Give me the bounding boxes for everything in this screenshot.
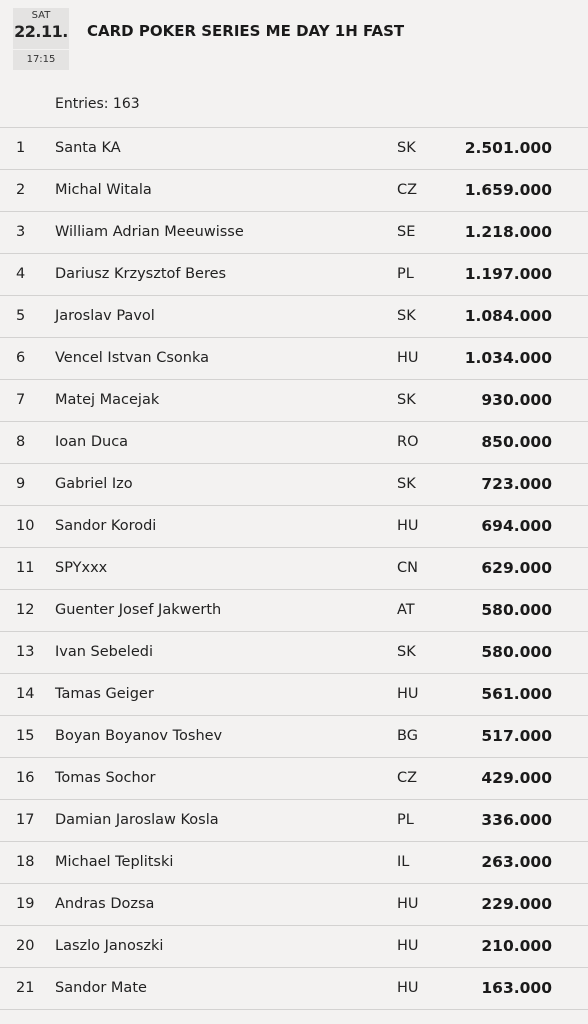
player-country: HU: [397, 896, 419, 912]
result-rank: 21: [16, 980, 35, 996]
event-title: CARD POKER SERIES ME DAY 1H FAST: [87, 22, 405, 40]
result-row: [0, 169, 588, 211]
chip-count: 1.659.000: [464, 181, 552, 199]
result-row: [0, 631, 588, 673]
entries-count: Entries: 163: [55, 96, 140, 112]
player-country: SE: [397, 224, 416, 240]
result-rank: 9: [16, 476, 26, 492]
result-row: [0, 841, 588, 883]
result-rank: 11: [16, 560, 35, 576]
player-country: SK: [397, 476, 416, 492]
player-name: Matej Macejak: [55, 392, 160, 408]
result-row: [0, 547, 588, 589]
chip-count: 580.000: [481, 601, 552, 619]
result-row: [0, 673, 588, 715]
result-row: [0, 211, 588, 253]
player-name: Laszlo Janoszki: [55, 938, 164, 954]
result-row: [0, 967, 588, 1010]
result-rank: 7: [16, 392, 26, 408]
result-row: [0, 505, 588, 547]
result-row: [0, 589, 588, 631]
chip-count: 1.218.000: [464, 223, 552, 241]
chip-count: 229.000: [481, 895, 552, 913]
result-row: [0, 757, 588, 799]
chip-count: 723.000: [481, 475, 552, 493]
player-country: HU: [397, 938, 419, 954]
result-row: [0, 253, 588, 295]
result-rank: 16: [16, 770, 35, 786]
chip-count: 1.034.000: [464, 349, 552, 367]
event-time: 17:15: [26, 54, 56, 65]
player-name: SPYxxx: [55, 560, 108, 576]
player-name: Ivan Sebeledi: [55, 644, 153, 660]
result-rank: 4: [16, 266, 26, 282]
chip-count: 561.000: [481, 685, 552, 703]
results-table: [0, 127, 588, 1010]
chip-count: 336.000: [481, 811, 552, 829]
player-country: IL: [397, 854, 410, 870]
result-rank: 3: [16, 224, 26, 240]
player-name: Sandor Korodi: [55, 518, 157, 534]
player-name: Damian Jaroslaw Kosla: [55, 812, 219, 828]
player-name: Gabriel Izo: [55, 476, 133, 492]
player-name: Sandor Mate: [55, 980, 147, 996]
result-row: [0, 715, 588, 757]
player-country: SK: [397, 644, 416, 660]
player-name: Vencel Istvan Csonka: [55, 350, 209, 366]
result-rank: 6: [16, 350, 26, 366]
chip-count: 517.000: [481, 727, 552, 745]
player-country: RO: [397, 434, 419, 450]
result-row: [0, 883, 588, 925]
date-divider: [13, 49, 69, 50]
result-rank: 8: [16, 434, 26, 450]
result-row: [0, 379, 588, 421]
result-rank: 13: [16, 644, 35, 660]
event-date: 22.11.: [14, 22, 68, 41]
player-country: HU: [397, 350, 419, 366]
result-row: [0, 799, 588, 841]
chip-count: 580.000: [481, 643, 552, 661]
player-country: CZ: [397, 182, 418, 198]
chip-count: 694.000: [481, 517, 552, 535]
result-rank: 17: [16, 812, 35, 828]
result-row: [0, 127, 588, 169]
player-country: HU: [397, 980, 419, 996]
player-country: SK: [397, 308, 416, 324]
event-date-badge: [13, 8, 69, 70]
player-country: SK: [397, 392, 416, 408]
player-country: AT: [397, 602, 415, 618]
chip-count: 1.197.000: [464, 265, 552, 283]
player-country: PL: [397, 266, 414, 282]
player-name: Tomas Sochor: [55, 770, 156, 786]
result-row: [0, 925, 588, 967]
result-rank: 5: [16, 308, 26, 324]
player-name: Andras Dozsa: [55, 896, 155, 912]
result-rank: 1: [16, 140, 26, 156]
player-country: SK: [397, 140, 416, 156]
result-rank: 20: [16, 938, 35, 954]
result-rank: 18: [16, 854, 35, 870]
player-name: Tamas Geiger: [55, 686, 154, 702]
player-name: Jaroslav Pavol: [55, 308, 155, 324]
player-name: Boyan Boyanov Toshev: [55, 728, 223, 744]
result-rank: 14: [16, 686, 35, 702]
result-row: [0, 421, 588, 463]
result-rank: 12: [16, 602, 35, 618]
result-rank: 10: [16, 518, 35, 534]
result-row: [0, 463, 588, 505]
player-name: Michael Teplitski: [55, 854, 174, 870]
player-name: Michal Witala: [55, 182, 152, 198]
player-name: Santa KA: [55, 140, 121, 156]
chip-count: 1.084.000: [464, 307, 552, 325]
event-day-of-week: SAT: [31, 10, 51, 21]
chip-count: 163.000: [481, 979, 552, 997]
player-name: Guenter Josef Jakwerth: [55, 602, 222, 618]
player-country: HU: [397, 686, 419, 702]
player-name: Dariusz Krzysztof Beres: [55, 266, 227, 282]
chip-count: 930.000: [481, 391, 552, 409]
chip-count: 210.000: [481, 937, 552, 955]
player-country: BG: [397, 728, 418, 744]
chip-count: 2.501.000: [464, 139, 552, 157]
player-country: CN: [397, 560, 418, 576]
player-country: PL: [397, 812, 414, 828]
player-country: CZ: [397, 770, 418, 786]
player-country: HU: [397, 518, 419, 534]
result-row: [0, 295, 588, 337]
chip-count: 263.000: [481, 853, 552, 871]
chip-count: 629.000: [481, 559, 552, 577]
player-name: Ioan Duca: [55, 434, 129, 450]
player-name: William Adrian Meeuwisse: [55, 224, 244, 240]
chip-count: 429.000: [481, 769, 552, 787]
result-rank: 15: [16, 728, 35, 744]
result-row: [0, 337, 588, 379]
chip-count: 850.000: [481, 433, 552, 451]
result-rank: 2: [16, 182, 26, 198]
result-rank: 19: [16, 896, 35, 912]
